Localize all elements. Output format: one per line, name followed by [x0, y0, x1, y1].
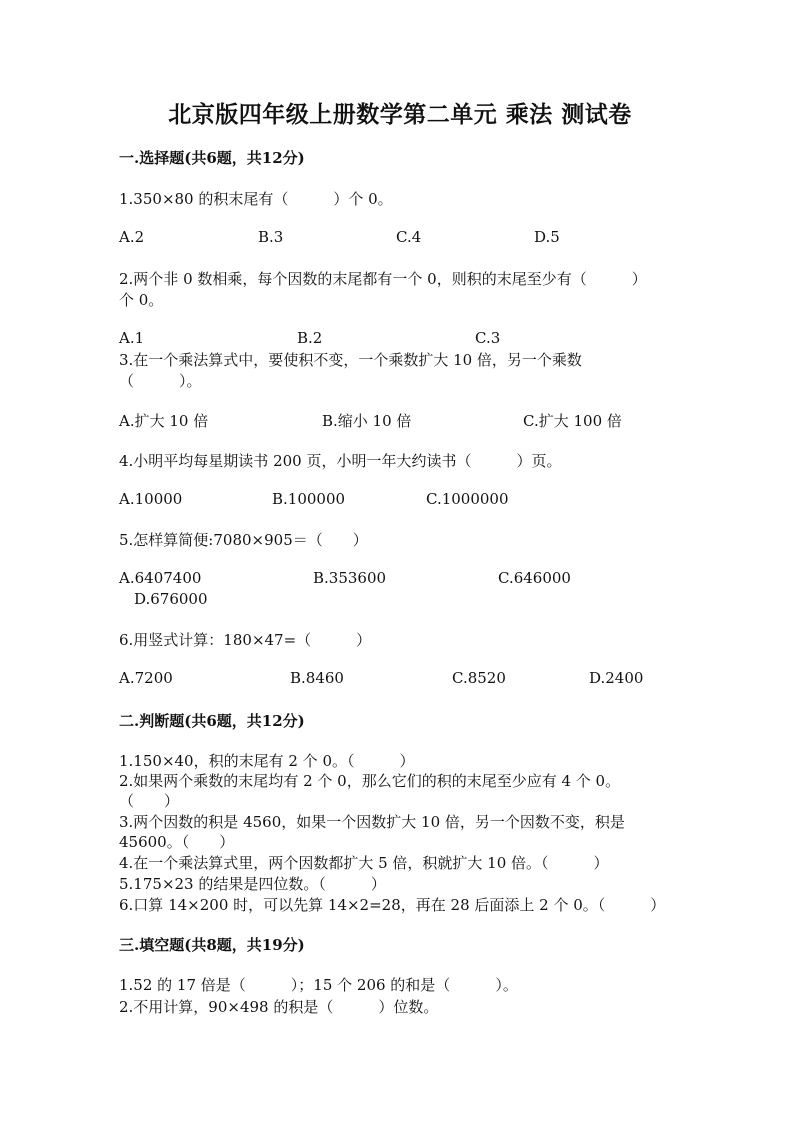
question-5-option-d: D.676000 [134, 590, 208, 608]
question-1-option-d: D.5 [534, 228, 560, 246]
question-5-option-a: A.6407400 [119, 569, 202, 587]
question-2-option-c: C.3 [475, 329, 501, 347]
judge-line-4: 3.两个因数的积是 4560，如果一个因数扩大 10 倍，另一个因数不变，积是 [119, 813, 625, 831]
judge-line-5: 45600。（ ） [119, 833, 235, 851]
question-1-option-b: B.3 [258, 228, 284, 246]
fill-line-2: 2.不用计算，90×498 的积是（ ）位数。 [119, 998, 439, 1016]
question-4-option-a: A.10000 [119, 490, 183, 508]
question-6-option-b: B.8460 [290, 669, 344, 687]
question-1-option-a: A.2 [119, 228, 145, 246]
question-2-stem-line1: 2.两个非 0 数相乘，每个因数的末尾都有一个 0，则积的末尾至少有（ ） [119, 270, 647, 288]
question-5-option-b: B.353600 [313, 569, 387, 587]
judge-line-2: 2.如果两个乘数的末尾均有 2 个 0，那么它们的积的末尾至少应有 4 个 0。 [119, 772, 621, 790]
question-2-stem-line2: 个 0。 [119, 291, 164, 309]
question-6-option-a: A.7200 [119, 669, 173, 687]
question-3-option-b: B.缩小 10 倍 [322, 412, 412, 430]
question-1-stem: 1.350×80 的积末尾有（ ）个 0。 [119, 190, 393, 208]
question-6-option-c: C.8520 [452, 669, 506, 687]
judge-line-8: 6.口算 14×200 时，可以先算 14×2=28，再在 28 后面添上 2 个 0。（ ） [119, 896, 666, 914]
question-6-stem: 6.用竖式计算：180×47=（ ） [119, 631, 372, 649]
question-3-option-c: C.扩大 100 倍 [523, 412, 622, 430]
question-5-stem: 5.怎样算简便:7080×905＝（ ） [119, 531, 368, 549]
judge-line-1: 1.150×40，积的末尾有 2 个 0。（ ） [119, 752, 415, 770]
section-heading-true-false: 二.判断题(共6题，共12分) [119, 712, 305, 730]
question-4-option-c: C.1000000 [426, 490, 509, 508]
fill-line-1: 1.52 的 17 倍是（ ）；15 个 206 的和是（ ）。 [119, 976, 518, 994]
question-2-option-a: A.1 [119, 329, 145, 347]
judge-line-6: 4.在一个乘法算式里，两个因数都扩大 5 倍，积就扩大 10 倍。（ ） [119, 854, 609, 872]
section-heading-choice: 一.选择题(共6题，共12分) [119, 149, 305, 167]
question-3-option-a: A.扩大 10 倍 [119, 412, 209, 430]
question-5-option-c: C.646000 [498, 569, 571, 587]
judge-line-7: 5.175×23 的结果是四位数。（ ） [119, 875, 386, 893]
judge-line-3: （ ） [119, 792, 180, 810]
question-4-stem: 4.小明平均每星期读书 200 页，小明一年大约读书（ ）页。 [119, 452, 562, 470]
section-heading-fill-blank: 三.填空题(共8题，共19分) [119, 936, 305, 954]
question-3-stem-line2: （ ）。 [119, 372, 202, 390]
question-4-option-b: B.100000 [272, 490, 346, 508]
question-3-stem-line1: 3.在一个乘法算式中，要使积不变，一个乘数扩大 10 倍，另一个乘数 [119, 351, 582, 369]
question-2-option-b: B.2 [297, 329, 323, 347]
question-1-option-c: C.4 [396, 228, 422, 246]
page-title: 北京版四年级上册数学第二单元 乘法 测试卷 [168, 101, 632, 128]
question-6-option-d: D.2400 [589, 669, 644, 687]
